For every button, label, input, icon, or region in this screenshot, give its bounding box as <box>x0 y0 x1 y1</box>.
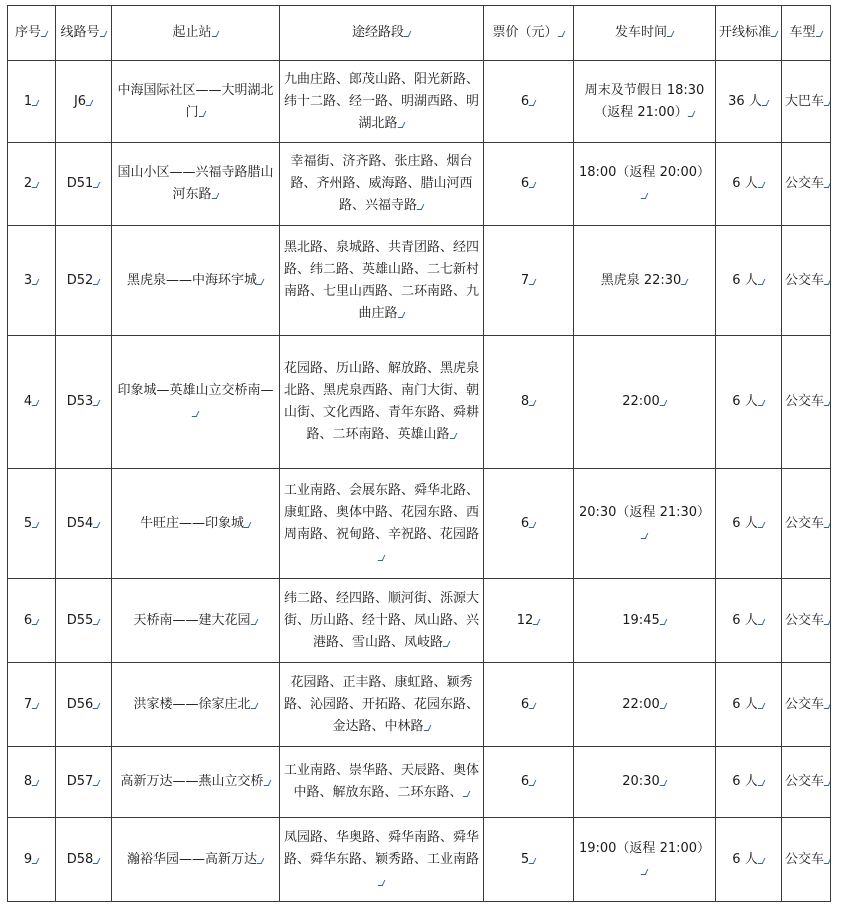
paragraph-mark-icon <box>444 641 450 647</box>
route-via: 工业南路、崇华路、天辰路、奥体中路、解放东路、二环东路、 <box>280 747 484 818</box>
route-stations: 黑虎泉——中海环宇城 <box>112 226 280 336</box>
route-time: 19:00（返程 21:00） <box>574 818 716 902</box>
route-vehicle: 公交车 <box>782 336 831 469</box>
paragraph-mark-icon <box>530 703 536 709</box>
paragraph-mark-icon <box>33 400 39 406</box>
paragraph-mark-icon <box>399 312 405 318</box>
row-number: 6 <box>8 579 56 663</box>
paragraph-mark-icon <box>534 619 540 625</box>
paragraph-mark-icon <box>825 703 830 709</box>
route-fare: 6 <box>484 663 574 747</box>
route-fare: 6 <box>484 469 574 579</box>
paragraph-mark-icon <box>825 100 830 106</box>
route-via: 九曲庄路、郎茂山路、阳光新路、纬十二路、经一路、明湖西路、明湖北路 <box>280 61 484 143</box>
route-line: J6 <box>56 61 112 143</box>
route-time: 18:00（返程 20:00） <box>574 143 716 226</box>
paragraph-mark-icon <box>763 100 769 106</box>
header-cell: 线路号 <box>56 6 112 61</box>
paragraph-mark-icon <box>200 111 206 117</box>
paragraph-mark-icon <box>245 522 251 528</box>
route-vehicle: 公交车 <box>782 663 831 747</box>
route-standard: 6 人 <box>716 747 782 818</box>
route-via: 纬二路、经四路、顺河街、泺源大街、历山路、经十路、凤山路、兴港路、雪山路、凤岐路 <box>280 579 484 663</box>
paragraph-mark-icon <box>265 780 271 786</box>
route-vehicle: 公交车 <box>782 469 831 579</box>
paragraph-mark-icon <box>33 703 39 709</box>
route-vehicle: 公交车 <box>782 747 831 818</box>
paragraph-mark-icon <box>530 400 536 406</box>
route-fare: 6 <box>484 143 574 226</box>
paragraph-mark-icon <box>213 193 219 199</box>
route-time: 22:00 <box>574 663 716 747</box>
route-stations: 洪家楼——徐家庄北 <box>112 663 280 747</box>
paragraph-mark-icon <box>94 619 100 625</box>
paragraph-mark-icon <box>825 619 830 625</box>
paragraph-mark-icon <box>101 31 107 37</box>
row-number: 9 <box>8 818 56 902</box>
route-line: D55 <box>56 579 112 663</box>
route-line: D54 <box>56 469 112 579</box>
paragraph-mark-icon <box>759 703 765 709</box>
route-stations: 印象城—英雄山立交桥南— <box>112 336 280 469</box>
header-cell: 途经路段 <box>280 6 484 61</box>
paragraph-mark-icon <box>252 703 258 709</box>
route-time: 20:30 <box>574 747 716 818</box>
route-standard: 6 人 <box>716 469 782 579</box>
paragraph-mark-icon <box>530 182 536 188</box>
paragraph-mark-icon <box>825 780 830 786</box>
paragraph-mark-icon <box>405 31 411 37</box>
route-standard: 6 人 <box>716 143 782 226</box>
header-cell: 车型 <box>782 6 831 61</box>
route-time: 周末及节假日 18:30（返程 21:00） <box>574 61 716 143</box>
paragraph-mark-icon <box>94 703 100 709</box>
paragraph-mark-icon <box>42 31 48 37</box>
route-via: 黑北路、泉城路、共青团路、经四路、纬二路、英雄山路、二七新村南路、七里山西路、二环南路、九曲庄路 <box>280 226 484 336</box>
route-fare: 8 <box>484 336 574 469</box>
route-vehicle: 大巴车 <box>782 61 831 143</box>
paragraph-mark-icon <box>94 400 100 406</box>
table-row <box>8 579 831 663</box>
table-row <box>8 469 831 579</box>
paragraph-mark-icon <box>530 522 536 528</box>
paragraph-mark-icon <box>661 400 667 406</box>
route-stations: 瀚裕华园——高新万达 <box>112 818 280 902</box>
route-table <box>7 5 831 902</box>
table-row <box>8 336 831 469</box>
route-line: D52 <box>56 226 112 336</box>
paragraph-mark-icon <box>825 400 830 406</box>
route-time: 22:00 <box>574 336 716 469</box>
route-stations: 中海国际社区——大明湖北门 <box>112 61 280 143</box>
paragraph-mark-icon <box>772 31 778 37</box>
paragraph-mark-icon <box>33 100 39 106</box>
paragraph-mark-icon <box>213 31 219 37</box>
paragraph-mark-icon <box>399 122 405 128</box>
paragraph-mark-icon <box>193 411 199 417</box>
route-fare: 12 <box>484 579 574 663</box>
paragraph-mark-icon <box>530 279 536 285</box>
route-stations: 国山小区——兴福寺路腊山河东路 <box>112 143 280 226</box>
row-number: 2 <box>8 143 56 226</box>
route-line: D58 <box>56 818 112 902</box>
paragraph-mark-icon <box>559 31 565 37</box>
paragraph-mark-icon <box>530 100 536 106</box>
paragraph-mark-icon <box>379 880 385 886</box>
paragraph-mark-icon <box>689 111 695 117</box>
paragraph-mark-icon <box>642 869 648 875</box>
paragraph-mark-icon <box>33 619 39 625</box>
row-number: 1 <box>8 61 56 143</box>
paragraph-mark-icon <box>642 533 648 539</box>
paragraph-mark-icon <box>825 279 830 285</box>
row-number: 8 <box>8 747 56 818</box>
route-via: 花园路、正丰路、康虹路、颖秀路、沁园路、开拓路、花园东路、金达路、中林路 <box>280 663 484 747</box>
header-cell: 开线标准 <box>716 6 782 61</box>
route-line: D57 <box>56 747 112 818</box>
table-row <box>8 818 831 902</box>
route-via: 幸福街、济齐路、张庄路、烟台路、齐州路、威海路、腊山河西路、兴福寺路 <box>280 143 484 226</box>
route-fare: 5 <box>484 818 574 902</box>
route-standard: 6 人 <box>716 818 782 902</box>
paragraph-mark-icon <box>33 780 39 786</box>
paragraph-mark-icon <box>94 780 100 786</box>
paragraph-mark-icon <box>668 31 674 37</box>
paragraph-mark-icon <box>642 193 648 199</box>
route-vehicle: 公交车 <box>782 818 831 902</box>
paragraph-mark-icon <box>682 279 688 285</box>
route-stations: 天桥南——建大花园 <box>112 579 280 663</box>
table-row <box>8 61 831 143</box>
route-fare: 6 <box>484 61 574 143</box>
paragraph-mark-icon <box>33 858 39 864</box>
route-via: 凤园路、华奥路、舜华南路、舜华路、舜华东路、颖秀路、工业南路 <box>280 818 484 902</box>
paragraph-mark-icon <box>33 279 39 285</box>
paragraph-mark-icon <box>759 522 765 528</box>
paragraph-mark-icon <box>530 858 536 864</box>
paragraph-mark-icon <box>94 182 100 188</box>
route-standard: 6 人 <box>716 579 782 663</box>
header-cell: 发车时间 <box>574 6 716 61</box>
paragraph-mark-icon <box>759 400 765 406</box>
route-line: D56 <box>56 663 112 747</box>
paragraph-mark-icon <box>661 780 667 786</box>
route-standard: 36 人 <box>716 61 782 143</box>
route-standard: 6 人 <box>716 336 782 469</box>
paragraph-mark-icon <box>258 279 264 285</box>
paragraph-mark-icon <box>825 522 830 528</box>
table-row <box>8 143 831 226</box>
paragraph-mark-icon <box>817 31 823 37</box>
route-line: D53 <box>56 336 112 469</box>
paragraph-mark-icon <box>94 522 100 528</box>
paragraph-mark-icon <box>759 858 765 864</box>
paragraph-mark-icon <box>94 858 100 864</box>
route-vehicle: 公交车 <box>782 143 831 226</box>
header-cell: 票价（元） <box>484 6 574 61</box>
row-number: 7 <box>8 663 56 747</box>
table-row <box>8 747 831 818</box>
route-vehicle: 公交车 <box>782 226 831 336</box>
route-stations: 牛旺庄——印象城 <box>112 469 280 579</box>
table-row <box>8 226 831 336</box>
paragraph-mark-icon <box>258 858 264 864</box>
paragraph-mark-icon <box>530 780 536 786</box>
paragraph-mark-icon <box>451 433 457 439</box>
route-standard: 6 人 <box>716 226 782 336</box>
row-number: 3 <box>8 226 56 336</box>
paragraph-mark-icon <box>87 100 93 106</box>
paragraph-mark-icon <box>33 522 39 528</box>
route-via: 花园路、历山路、解放路、黑虎泉北路、黑虎泉西路、南门大街、朝山街、文化西路、青年东路、舜耕路、二环南路、英雄山路 <box>280 336 484 469</box>
row-number: 5 <box>8 469 56 579</box>
route-fare: 7 <box>484 226 574 336</box>
header-cell: 序号 <box>8 6 56 61</box>
route-time: 20:30（返程 21:30） <box>574 469 716 579</box>
header-cell: 起止站 <box>112 6 280 61</box>
paragraph-mark-icon <box>759 182 765 188</box>
paragraph-mark-icon <box>759 279 765 285</box>
header-row <box>8 6 831 61</box>
row-number: 4 <box>8 336 56 469</box>
route-fare: 6 <box>484 747 574 818</box>
paragraph-mark-icon <box>825 182 830 188</box>
route-time: 黑虎泉 22:30 <box>574 226 716 336</box>
paragraph-mark-icon <box>252 619 258 625</box>
paragraph-mark-icon <box>418 204 424 210</box>
paragraph-mark-icon <box>425 725 431 731</box>
paragraph-mark-icon <box>759 780 765 786</box>
table-row <box>8 663 831 747</box>
paragraph-mark-icon <box>379 555 385 561</box>
route-sheet <box>7 5 830 902</box>
route-via: 工业南路、会展东路、舜华北路、康虹路、奥体中路、花园东路、西周南路、祝甸路、辛祝路、花园路 <box>280 469 484 579</box>
paragraph-mark-icon <box>825 858 830 864</box>
route-stations: 高新万达——燕山立交桥 <box>112 747 280 818</box>
route-line: D51 <box>56 143 112 226</box>
paragraph-mark-icon <box>464 791 470 797</box>
route-vehicle: 公交车 <box>782 579 831 663</box>
paragraph-mark-icon <box>94 279 100 285</box>
route-time: 19:45 <box>574 579 716 663</box>
route-standard: 6 人 <box>716 663 782 747</box>
paragraph-mark-icon <box>759 619 765 625</box>
paragraph-mark-icon <box>33 182 39 188</box>
paragraph-mark-icon <box>661 703 667 709</box>
paragraph-mark-icon <box>661 619 667 625</box>
